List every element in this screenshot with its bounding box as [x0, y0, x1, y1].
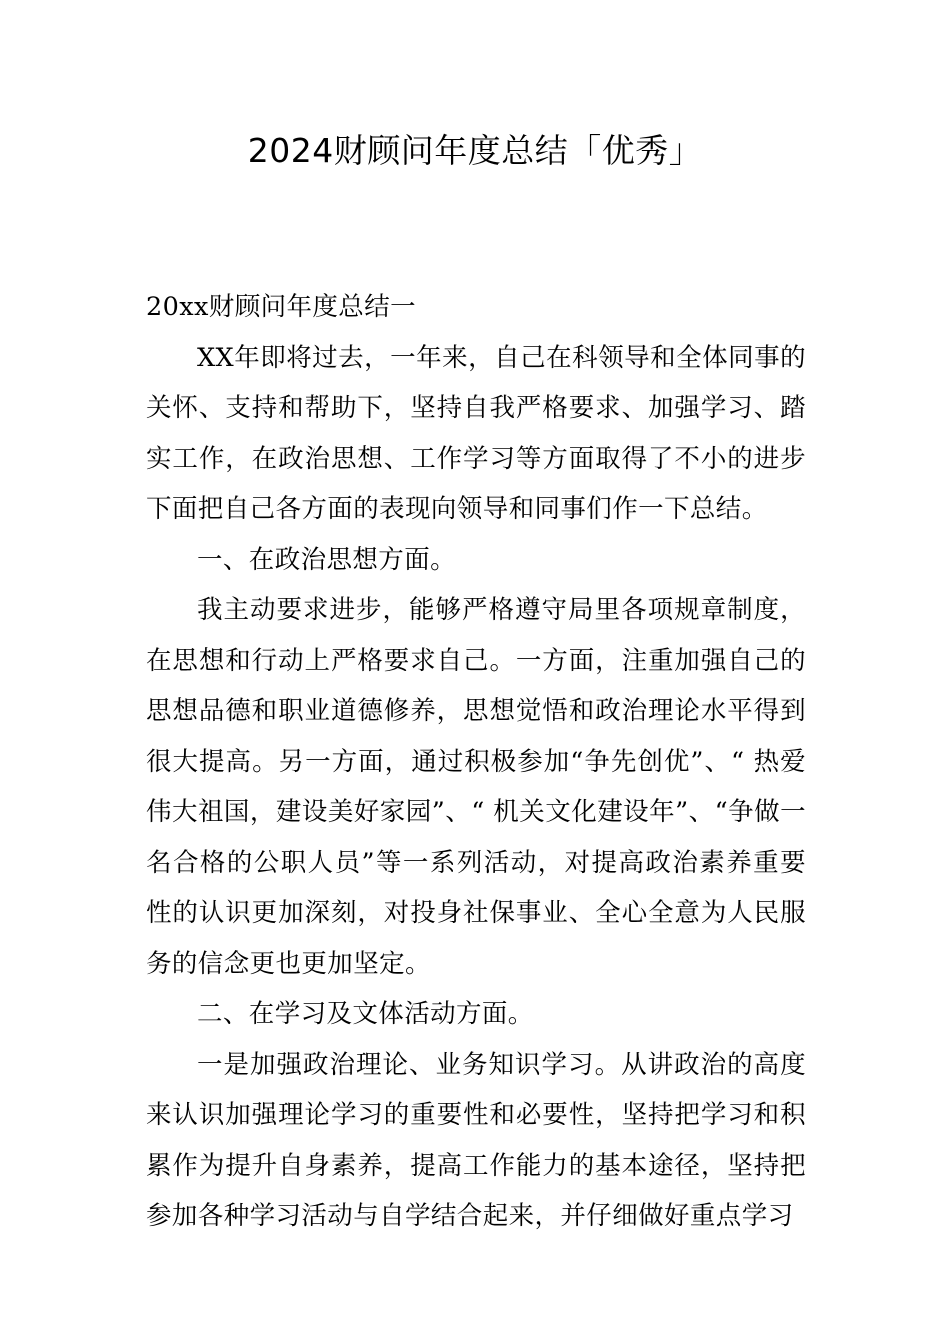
document-title: 2024财顾问年度总结「优秀」: [247, 131, 703, 170]
paragraph-political-thought: 我主动要求进步，能够严格遵守局里各项规章制度，在思想和行动上严格要求自己。一方面，注重加强自己的思想品德和职业道德修养，思想觉悟和政治理论水平得到很大提高。另一方面，通过积极参加“争先创优”、“ 热爱伟大祖国，建设美好家园”、“ 机关文化建设年”、“争做一名合格的公职人员”等一系列活动，对提高政治素养重要性的认识更加深刻，对投身社保事业、全心全意为人民服务的信念更也更加坚定。: [146, 595, 806, 979]
heading-political-thought: 一、在政治思想方面。: [197, 544, 457, 575]
heading-study-activities: 二、在学习及文体活动方面。: [197, 999, 534, 1029]
section-label: 20xx财顾问年度总结一: [146, 292, 417, 322]
paragraph-intro: XX年即将过去，一年来，自己在科领导和全体同事的关怀、支持和帮助下，坚持自我严格要求、加强学习、踏实工作，在政治思想、工作学习等方面取得了不小的进步下面把自己各方面的表现向领导和同事们作一下总结。: [146, 342, 806, 524]
paragraph-study: 一是加强政治理论、业务知识学习。从讲政治的高度来认识加强理论学习的重要性和必要性，坚持把学习和积累作为提升自身素养，提高工作能力的基本途径，坚持把参加各种学习活动与自学结合起来，并仔细做好重点学习: [146, 1049, 806, 1231]
document-body: [146, 282, 806, 1242]
